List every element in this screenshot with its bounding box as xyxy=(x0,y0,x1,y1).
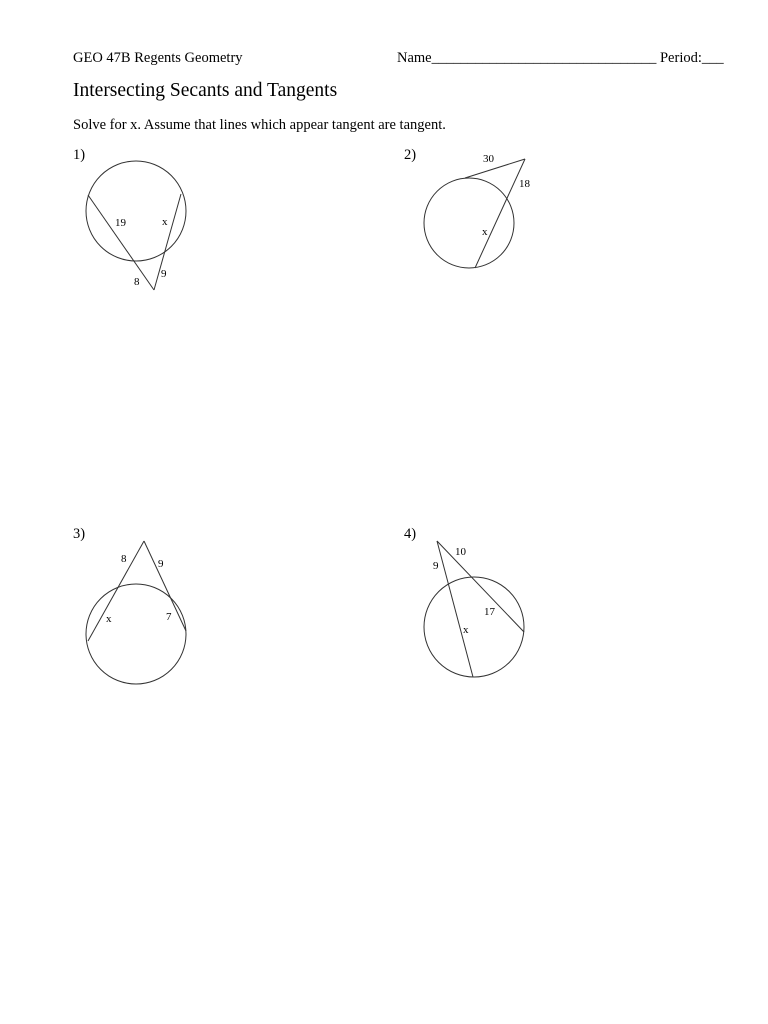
problem-2-diagram xyxy=(424,153,531,268)
problem-4-label-17: 17 xyxy=(484,606,495,618)
problem-2-tangent xyxy=(465,159,525,178)
problem-3-label-x: x xyxy=(106,613,112,625)
problem-4-label-x: x xyxy=(463,624,469,636)
problem-2-label-x: x xyxy=(482,226,488,238)
problem-3-label-8: 8 xyxy=(121,553,127,565)
problem-4-secant-lower xyxy=(437,541,473,677)
problem-1-number: 1) xyxy=(73,147,86,163)
problem-2-label-18: 18 xyxy=(519,178,530,190)
worksheet-title: Intersecting Secants and Tangents xyxy=(73,80,338,101)
problem-1-circle xyxy=(86,161,186,261)
problem-2-circle xyxy=(424,178,514,268)
problem-4-diagram xyxy=(424,541,524,677)
instructions: Solve for x. Assume that lines which appear tangent are tangent. xyxy=(73,117,446,133)
problem-3-secant-left xyxy=(88,541,144,641)
problem-1-secant-left xyxy=(88,195,154,290)
problem-3-label-9: 9 xyxy=(158,558,164,570)
problem-4-label-10: 10 xyxy=(455,546,466,558)
problem-2-number: 2) xyxy=(404,147,417,163)
problem-1-label-x: x xyxy=(162,216,168,228)
problem-4-secant-upper xyxy=(437,541,524,632)
problem-3-diagram xyxy=(86,541,186,684)
problem-1-secant-right xyxy=(154,194,181,290)
problem-1-label-8: 8 xyxy=(134,276,140,288)
problem-4-label-9: 9 xyxy=(433,560,439,572)
problem-2-secant xyxy=(475,159,525,268)
problem-4-number: 4) xyxy=(404,526,417,542)
course-title: GEO 47B Regents Geometry xyxy=(73,50,243,66)
problem-3-number: 3) xyxy=(73,526,86,542)
problem-3-label-7: 7 xyxy=(166,611,172,623)
problem-2-label-30: 30 xyxy=(483,153,494,165)
problem-1-label-19: 19 xyxy=(115,217,126,229)
problem-4-circle xyxy=(424,577,524,677)
name-period-line: Name_______________________________ Period:___ xyxy=(397,50,724,66)
problem-1-diagram xyxy=(86,161,186,290)
problem-1-label-9: 9 xyxy=(161,268,167,280)
